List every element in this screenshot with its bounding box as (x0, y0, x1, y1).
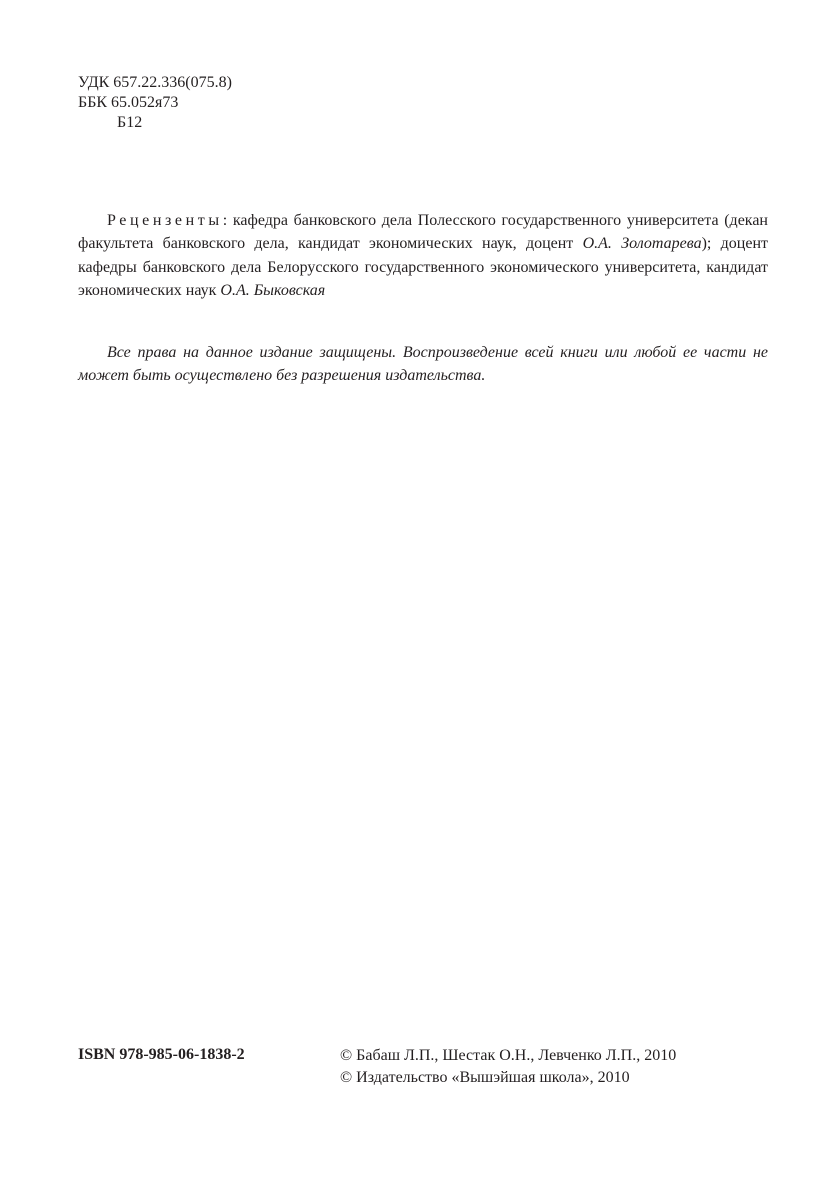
bbk-code: ББК 65.052я73 (78, 94, 179, 111)
reviewers-text-2: ); доцент кафедры банковского дела Белорусского государственного экономического университета, кандидат экономических наук (78, 235, 768, 299)
classification-codes (78, 73, 232, 133)
udk-code: УДК 657.22.336(075.8) (78, 74, 232, 91)
reviewers-text-1: : кафедра банковского дела Полесского государственного университета (декан факультета банковского дела, кандидат экономических наук, доцент (78, 212, 768, 253)
reviewer-name-1: О.А. Золотарева (582, 235, 702, 253)
copyright-block (340, 1045, 676, 1089)
author-mark: Б12 (117, 114, 143, 131)
rights-notice: Все права на данное издание защищены. Воспроизведение всей книги или любой ее части не может быть осуществлено без разрешения издательства. (78, 344, 768, 385)
copyright-publisher: © Издательство «Вышэйшая школа», 2010 (340, 1069, 630, 1086)
isbn: ISBN 978-985-06-1838-2 (78, 1046, 245, 1063)
copyright-authors: © Бабаш Л.П., Шестак О.Н., Левченко Л.П., 2010 (340, 1047, 677, 1064)
reviewers-label: Рецензенты (107, 212, 223, 229)
reviewers-paragraph (78, 209, 768, 302)
reviewer-name-2: О.А. Быковская (220, 281, 326, 299)
